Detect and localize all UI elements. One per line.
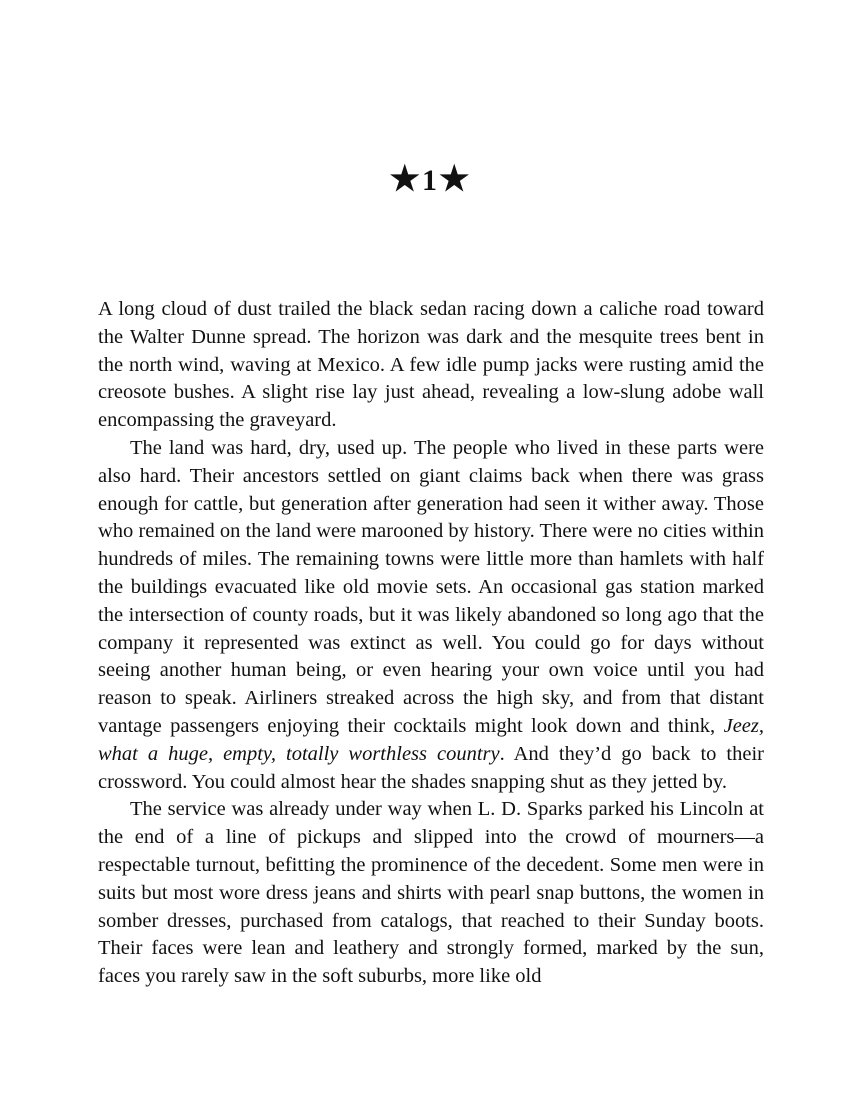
- paragraph-2-italic: Jeez, what a huge, empty, totally worthless country: [98, 714, 764, 765]
- chapter-number: 1: [422, 164, 438, 197]
- star-left-icon: ★: [389, 161, 421, 198]
- paragraph-3: The service was already under way when L. D. Sparks parked his Lincoln at the end of a line of pickups and slipped into the crowd of mourners—a respectable turnout, befitting the prominence of the decedent. Some men were in suits but most wore dress jeans and shirts with pearl snap buttons, the women in somber dresses, purchased from catalogs, that reached to their Sunday boots. Their faces were lean and leathery and strongly formed, marked by the sun, faces you rarely saw in the soft suburbs, more like old: [98, 798, 764, 988]
- chapter-body: [98, 296, 764, 991]
- paragraph-1: A long cloud of dust trailed the black sedan racing down a caliche road toward the Walter Dunne spread. The horizon was dark and the mesquite trees bent in the north wind, waving at Mexico. A few idle pump jacks were rusting amid the creosote bushes. A slight rise lay just ahead, revealing a low-slung adobe wall encompassing the graveyard.: [98, 298, 764, 432]
- paragraph-2-text: The land was hard, dry, used up. The people who lived in these parts were also hard. Their ancestors settled on giant claims back when there was grass enough for cattle, but generation after generation had seen it wither away. Those who remained on the land were marooned by history. There were no cities within hundreds of miles. The remaining towns were little more than hamlets with half the buildings evacuated like old movie sets. An occasional gas station marked the intersection of county roads, but it was likely abandoned so long ago that the company it represented was extinct as well. You could go for days without seeing another human being, or even hearing your own voice until you had reason to speak. Airliners streaked across the high sky, and from that distant vantage passengers enjoying their cocktails might look down and think,: [98, 436, 764, 737]
- star-right-icon: ★: [439, 161, 471, 198]
- paragraph-2-text-end: . And they’d go back to their crossword. You could almost hear the shades snapping shut as they jetted by.: [98, 742, 764, 793]
- chapter-heading: [0, 158, 860, 203]
- paragraph-2: [98, 435, 764, 796]
